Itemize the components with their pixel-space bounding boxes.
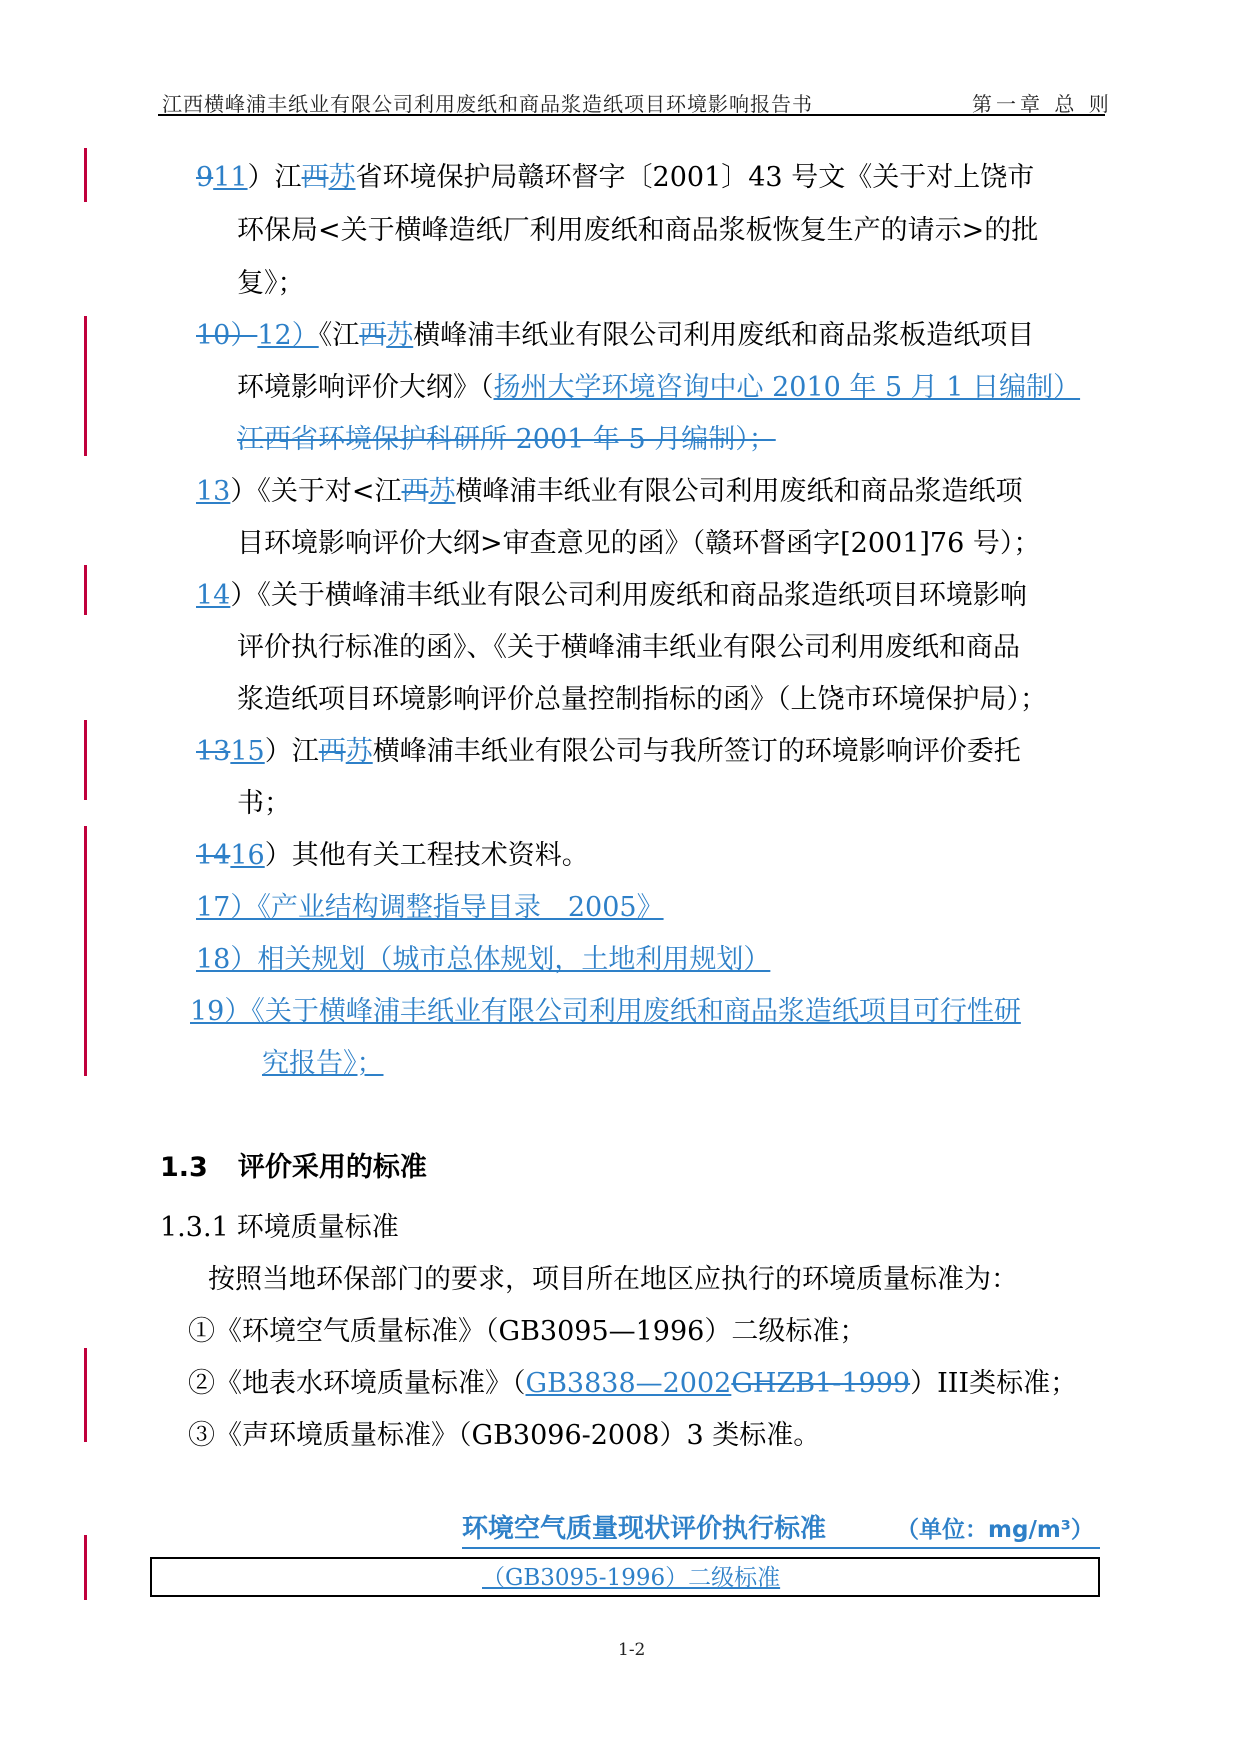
inserted-text: 苏 bbox=[386, 320, 414, 351]
section-title: 评价采用的标准 bbox=[237, 1152, 427, 1183]
change-bar bbox=[84, 148, 87, 202]
reference-item-14: 14）《关于横峰浦丰纸业有限公司利用废纸和商品浆造纸项目环境影响 bbox=[196, 580, 1027, 611]
reference-line: 环境影响评价大纲》（扬州大学环境咨询中心 2010 年 5 月 1 日编制） bbox=[237, 372, 1081, 403]
standards-table bbox=[150, 1557, 1100, 1597]
reference-item-18: 18）相关规划（城市总体规划，土地利用规划） bbox=[196, 944, 771, 975]
inserted-number: 14 bbox=[196, 580, 231, 611]
deleted-number: 14 bbox=[196, 840, 231, 871]
running-header-chapter: 第一章 总 则 bbox=[972, 92, 1113, 116]
table-caption: 环境空气质量现状评价执行标准 （单位：mg/m³） bbox=[462, 1512, 1100, 1549]
inserted-number: 11 bbox=[213, 162, 248, 193]
reference-line: 书； bbox=[237, 788, 291, 819]
section-number: 1.3 bbox=[160, 1152, 208, 1183]
inserted-text: 扬州大学环境咨询中心 2010 年 5 月 1 日编制） bbox=[493, 372, 1081, 403]
deleted-number: 13 bbox=[196, 736, 231, 767]
inserted-number: 16 bbox=[230, 840, 265, 871]
change-bar bbox=[84, 1348, 87, 1442]
deleted-text: 西 bbox=[401, 476, 429, 507]
inserted-text: 苏 bbox=[428, 476, 456, 507]
reference-item-11: 911）江西苏省环境保护局赣环督字〔2001〕43 号文《关于对上饶市 bbox=[196, 162, 1035, 193]
intro-paragraph: 按照当地环保部门的要求，项目所在地区应执行的环境质量标准为： bbox=[208, 1264, 1018, 1295]
deleted-number: 10） bbox=[196, 320, 258, 351]
reference-item-19: 19）《关于横峰浦丰纸业有限公司利用废纸和商品浆造纸项目可行性研 bbox=[190, 996, 1021, 1027]
inserted-text: 苏 bbox=[328, 162, 356, 193]
inserted-text: 苏 bbox=[345, 736, 373, 767]
reference-item-17: 17）《产业结构调整指导目录 2005》 bbox=[196, 892, 664, 923]
deleted-text: GHZB1-1999 bbox=[731, 1368, 911, 1399]
deleted-text: 西 bbox=[318, 736, 346, 767]
reference-line: 目环境影响评价大纲>审查意见的函》（赣环督函字[2001]76 号）； bbox=[237, 528, 1041, 559]
running-header-title: 江西横峰浦丰纸业有限公司利用废纸和商品浆造纸项目环境影响报告书 bbox=[162, 92, 813, 116]
table-unit: （单位：mg/m³） bbox=[896, 1517, 1094, 1543]
change-bar bbox=[84, 316, 87, 456]
subsection-heading bbox=[160, 1210, 399, 1246]
change-bar bbox=[84, 1535, 87, 1600]
reference-line: 评价执行标准的函》、《关于横峰浦丰纸业有限公司利用废纸和商品 bbox=[237, 632, 1020, 663]
inserted-number: 13 bbox=[196, 476, 231, 507]
standard-item: ①《环境空气质量标准》（GB3095—1996）二级标准； bbox=[188, 1316, 867, 1347]
standard-item: ②《地表水环境质量标准》（GB3838—2002GHZB1-1999）III类标准； bbox=[188, 1368, 1078, 1399]
deleted-text: 江西省环境保护科研所 2001 年 5 月编制）； bbox=[237, 424, 776, 455]
page-number: 1-2 bbox=[618, 1640, 646, 1660]
inserted-number: 12） bbox=[257, 320, 319, 351]
change-bar bbox=[84, 826, 87, 1076]
deleted-number: 9 bbox=[196, 162, 214, 193]
reference-line: 究报告》； bbox=[262, 1048, 384, 1079]
reference-item-13: 13）《关于对<江西苏横峰浦丰纸业有限公司利用废纸和商品浆造纸项 bbox=[196, 476, 1023, 507]
header-rule bbox=[158, 114, 1105, 116]
standard-item: ③《声环境质量标准》（GB3096-2008）3 类标准。 bbox=[188, 1420, 821, 1451]
change-bar bbox=[84, 565, 87, 615]
table-header-cell: （GB3095-1996）二级标准 bbox=[482, 1565, 781, 1591]
reference-line: 环保局<关于横峰造纸厂利用废纸和商品浆板恢复生产的请示>的批 bbox=[237, 215, 1039, 246]
reference-line: 复》； bbox=[237, 268, 305, 299]
inserted-number: 15 bbox=[230, 736, 265, 767]
reference-item-15: 1315）江西苏横峰浦丰纸业有限公司与我所签订的环境影响评价委托 bbox=[196, 736, 1021, 767]
deleted-text: 西 bbox=[359, 320, 387, 351]
subsection-number: 1.3.1 bbox=[160, 1212, 229, 1243]
section-heading bbox=[160, 1150, 427, 1186]
reference-item-12: 10）12）《江西苏横峰浦丰纸业有限公司利用废纸和商品浆板造纸项目 bbox=[196, 320, 1035, 351]
subsection-title: 环境质量标准 bbox=[236, 1212, 399, 1243]
inserted-text: GB3838—2002 bbox=[525, 1368, 732, 1399]
change-bar bbox=[84, 720, 87, 800]
reference-line bbox=[237, 422, 776, 458]
reference-line: 浆造纸项目环境影响评价总量控制指标的函》（上饶市环境保护局）； bbox=[237, 684, 1047, 715]
deleted-text: 西 bbox=[301, 162, 329, 193]
reference-item-16: 1416）其他有关工程技术资料。 bbox=[196, 840, 589, 871]
